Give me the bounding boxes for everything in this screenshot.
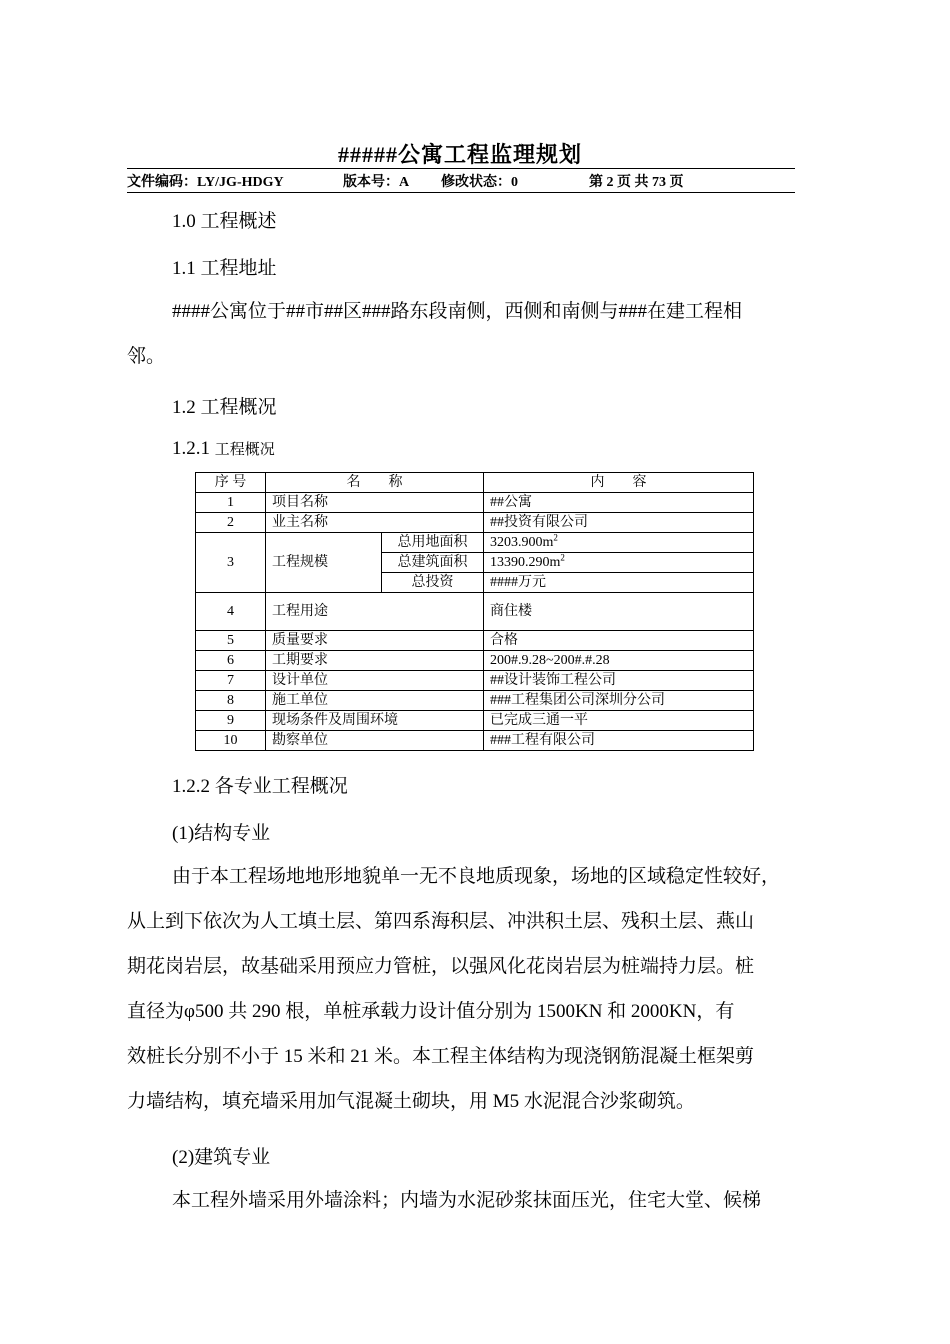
header-rule-top xyxy=(127,168,795,169)
row-content: 合格 xyxy=(484,631,754,651)
document-title: #####公寓工程监理规划 xyxy=(337,142,582,167)
table-row xyxy=(196,593,754,631)
row-content: ###工程集团公司深圳分公司 xyxy=(484,691,754,711)
paragraph-line: 力墙结构，填充墙采用加气混凝土砌块，用 M5 水泥混合沙浆砌筑。 xyxy=(127,1091,695,1112)
architecture-heading: (2)建筑专业 xyxy=(172,1147,271,1168)
row-no: 10 xyxy=(196,731,266,751)
row-content: ##公寓 xyxy=(484,493,754,513)
section-number: 1.2.1 xyxy=(172,438,215,459)
paragraph-line: 期花岗岩层，故基础采用预应力管桩，以强风化花岗岩层为桩端持力层。桩 xyxy=(127,956,755,977)
header-name: 名 称 xyxy=(266,473,484,493)
row-name: 业主名称 xyxy=(266,513,484,533)
paragraph-line: 从上到下依次为人工填土层、第四系海积层、冲洪积土层、残积土层、燕山 xyxy=(127,911,755,932)
row-content: ###工程有限公司 xyxy=(484,731,754,751)
row-name: 设计单位 xyxy=(266,671,484,691)
structure-paragraph xyxy=(127,854,827,1124)
row-content xyxy=(484,553,754,573)
row-no: 6 xyxy=(196,651,266,671)
row-content: 商住楼 xyxy=(484,593,754,631)
section-1-2-heading: 1.2 工程概况 xyxy=(172,397,277,418)
address-line: ####公寓位于##市##区###路东段南侧，西侧和南侧与###在建工程相 xyxy=(172,301,743,322)
version-number: 版本号：A xyxy=(343,175,410,190)
row-no: 4 xyxy=(196,593,266,631)
table-header-row xyxy=(196,473,754,493)
section-1-0-heading: 1.0 工程概述 xyxy=(172,211,277,232)
row-no: 3 xyxy=(196,533,266,593)
row-content: ##投资有限公司 xyxy=(484,513,754,533)
row-content: 已完成三通一平 xyxy=(484,711,754,731)
page-info: 第 2 页 共 73 页 xyxy=(589,175,684,190)
row-subname: 总用地面积 xyxy=(382,533,484,553)
table-row xyxy=(196,691,754,711)
architecture-paragraph xyxy=(127,1178,827,1223)
table-row xyxy=(196,533,754,553)
row-no: 1 xyxy=(196,493,266,513)
row-name: 工期要求 xyxy=(266,651,484,671)
row-name: 勘察单位 xyxy=(266,731,484,751)
row-content: ##设计装饰工程公司 xyxy=(484,671,754,691)
header-rule-bottom xyxy=(127,192,795,193)
structure-heading: (1)结构专业 xyxy=(172,823,271,844)
table-row xyxy=(196,651,754,671)
row-no: 8 xyxy=(196,691,266,711)
row-content: 200#.9.28~200#.#.28 xyxy=(484,651,754,671)
row-no: 9 xyxy=(196,711,266,731)
row-no: 7 xyxy=(196,671,266,691)
paragraph-line: 直径为φ500 共 290 根，单桩承载力设计值分别为 1500KN 和 2000KN，有 xyxy=(127,1001,735,1022)
row-subname: 总投资 xyxy=(382,573,484,593)
file-code: 文件编码：LY/JG-HDGY xyxy=(127,175,284,190)
row-name: 质量要求 xyxy=(266,631,484,651)
superscript: 2 xyxy=(553,532,558,543)
section-1-2-2-heading: 1.2.2 各专业工程概况 xyxy=(172,776,348,797)
row-name: 工程用途 xyxy=(266,593,484,631)
row-no: 5 xyxy=(196,631,266,651)
section-1-2-1-heading xyxy=(172,438,275,460)
table-row xyxy=(196,731,754,751)
table-row xyxy=(196,631,754,651)
paragraph-line: 效桩长分别不小于 15 米和 21 米。本工程主体结构为现浇钢筋混凝土框架剪 xyxy=(127,1046,755,1067)
address-paragraph xyxy=(127,289,827,379)
row-name: 现场条件及周围环境 xyxy=(266,711,484,731)
table-row xyxy=(196,513,754,533)
revision-status: 修改状态：0 xyxy=(441,175,518,190)
row-content xyxy=(484,533,754,553)
paragraph-line: 本工程外墙采用外墙涂料；内墙为水泥砂浆抹面压光，住宅大堂、候梯 xyxy=(172,1190,762,1211)
row-no: 2 xyxy=(196,513,266,533)
superscript: 2 xyxy=(560,552,565,563)
section-1-1-heading: 1.1 工程地址 xyxy=(172,258,277,279)
header-no: 序 号 xyxy=(196,473,266,493)
row-name: 项目名称 xyxy=(266,493,484,513)
section-label: 工程概况 xyxy=(214,442,275,458)
header-content: 内 容 xyxy=(484,473,754,493)
address-line: 邻。 xyxy=(127,346,166,367)
row-name: 施工单位 xyxy=(266,691,484,711)
paragraph-line: 由于本工程场地地形地貌单一无不良地质现象，场地的区域稳定性较好， xyxy=(172,866,781,887)
table-row xyxy=(196,493,754,513)
table-row xyxy=(196,711,754,731)
row-name: 工程规模 xyxy=(266,533,382,593)
row-content: ####万元 xyxy=(484,573,754,593)
area-value: 3203.900m xyxy=(490,535,554,550)
area-value: 13390.290m xyxy=(490,555,561,570)
project-overview-table xyxy=(195,472,754,751)
table-row xyxy=(196,671,754,691)
row-subname: 总建筑面积 xyxy=(382,553,484,573)
